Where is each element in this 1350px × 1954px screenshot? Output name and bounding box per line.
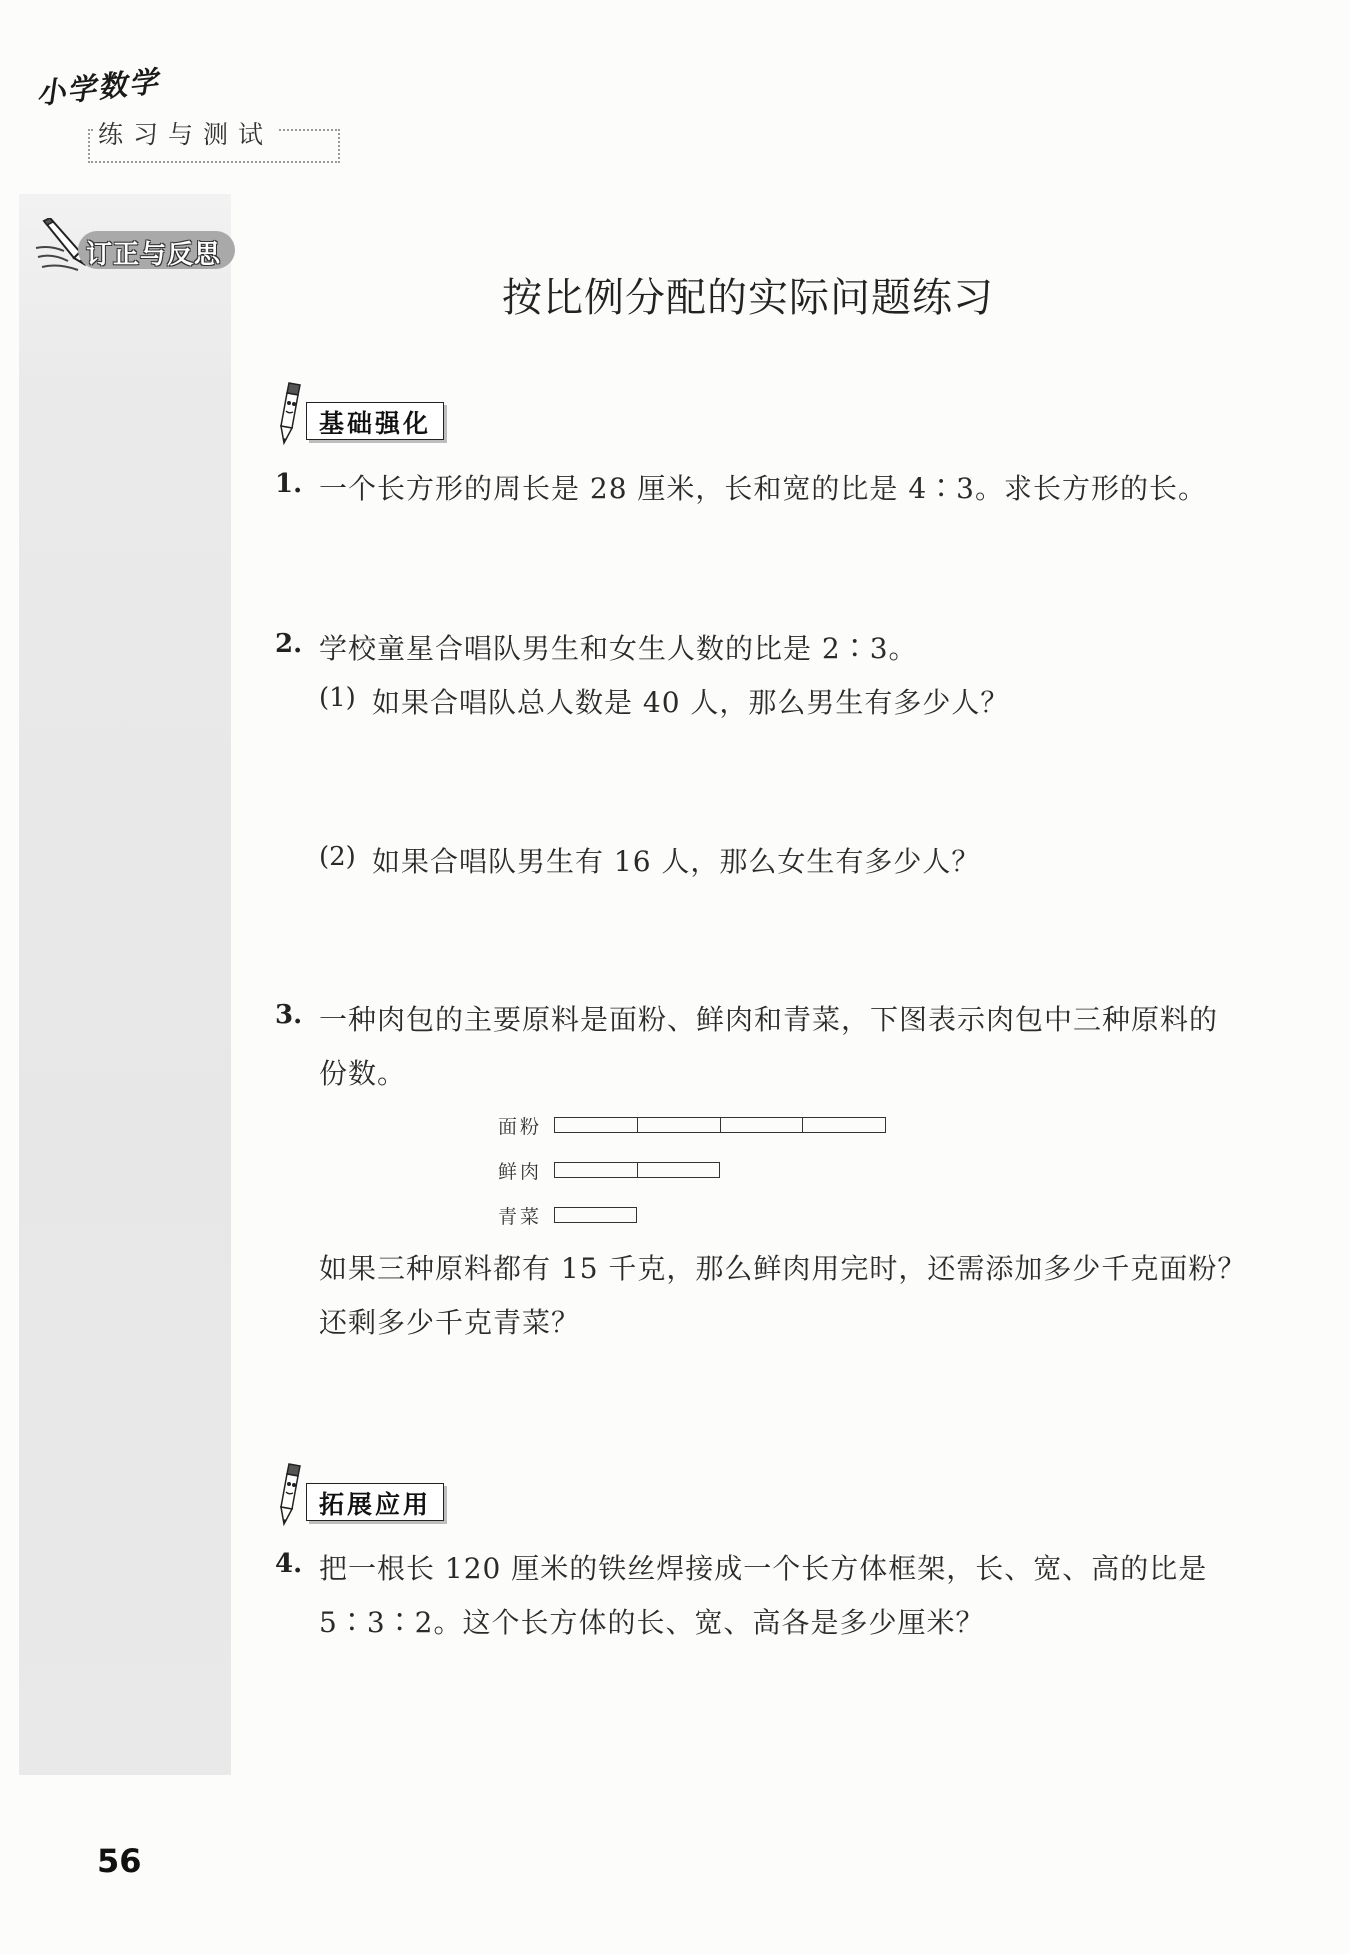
question-number: 1. — [275, 469, 303, 499]
section-title: 拓展应用 — [318, 1490, 431, 1519]
question-text: 还剩多少千克青菜？ — [319, 1306, 581, 1339]
question-text: 把一根长 120 厘米的铁丝焊接成一个长方体框架，长、宽、高的比是 — [319, 1552, 1208, 1585]
question-text: 一种肉包的主要原料是面粉、鲜肉和青菜，下图表示肉包中三种原料的 — [319, 1003, 1219, 1036]
bar-segment — [555, 1163, 638, 1177]
sub-question-text: 如果合唱队男生有 16 人，那么女生有多少人？ — [372, 845, 981, 878]
page-number: 56 — [97, 1842, 142, 1880]
bar-segment — [721, 1118, 804, 1132]
diagram-row-vegetable — [498, 1202, 918, 1228]
bar-segment — [555, 1208, 636, 1222]
section-title: 基础强化 — [318, 409, 431, 438]
question-text: 如果三种原料都有 15 千克，那么鲜肉用完时，还需添加多少千克面粉？ — [319, 1252, 1247, 1285]
sub-question-text: 如果合唱队总人数是 40 人，那么男生有多少人？ — [372, 686, 1010, 719]
sub-question-label: (2) — [319, 842, 356, 872]
diagram-bar — [554, 1207, 637, 1223]
question-number: 4. — [275, 1549, 303, 1579]
bar-segment — [803, 1118, 885, 1132]
diagram-label: 青菜 — [498, 1206, 543, 1228]
bar-segment — [555, 1118, 638, 1132]
diagram-row-meat — [498, 1157, 918, 1183]
sub-question-label: (1) — [319, 683, 356, 713]
diagram-label: 鲜肉 — [498, 1161, 543, 1183]
question-text: 5∶3∶2。这个长方体的长、宽、高各是多少厘米？ — [319, 1606, 985, 1639]
correction-margin — [19, 194, 231, 1775]
question-number: 2. — [275, 629, 303, 659]
question-text: 一个长方形的周长是 28 厘米，长和宽的比是 4∶3。求长方形的长。 — [319, 472, 1207, 505]
pencil-icon — [279, 381, 307, 447]
question-text: 学校童星合唱队男生和女生人数的比是 2∶3。 — [319, 632, 918, 665]
diagram-bar — [554, 1162, 720, 1178]
question-text: 份数。 — [319, 1057, 407, 1090]
question-number: 3. — [275, 1000, 303, 1030]
page-title: 按比例分配的实际问题练习 — [502, 275, 994, 321]
diagram-bar — [554, 1117, 886, 1133]
section-badge-basic — [279, 381, 449, 447]
series-title: 小学数学 — [34, 64, 162, 111]
section-badge-extend — [279, 1462, 449, 1528]
bar-segment — [638, 1163, 720, 1177]
correction-label: 订正与反思 — [86, 240, 222, 270]
book-title: 练习与测试 — [94, 115, 279, 151]
pencil-icon — [279, 1462, 307, 1528]
bar-segment — [638, 1118, 721, 1132]
diagram-row-flour — [498, 1112, 918, 1138]
diagram-label: 面粉 — [498, 1116, 543, 1138]
